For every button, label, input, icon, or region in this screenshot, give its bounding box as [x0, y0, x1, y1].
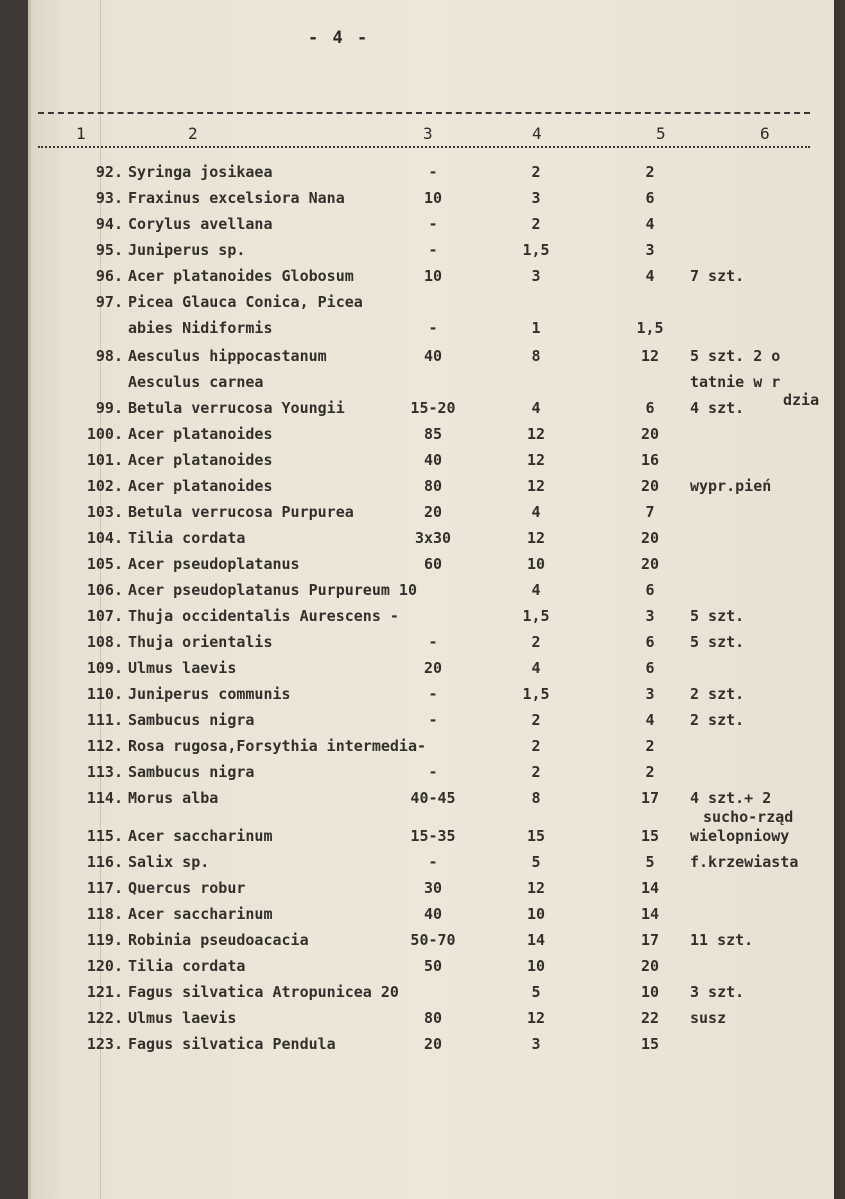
- remark-continuation: dzia: [783, 391, 820, 409]
- row-number: 96.: [95, 267, 123, 285]
- row-number: 102.: [86, 477, 123, 495]
- species-name: Quercus robur: [128, 879, 246, 897]
- table-row: [28, 529, 840, 553]
- cell-col-4: 5: [531, 983, 541, 1001]
- species-name: Acer platanoides: [128, 477, 273, 495]
- table-row: [28, 555, 840, 579]
- species-name: Fagus silvatica Atropunicea 20: [128, 983, 399, 1001]
- cell-col-5: 2: [645, 763, 655, 781]
- cell-col-5: 14: [640, 905, 660, 923]
- cell-col-5: 14: [640, 879, 660, 897]
- cell-col-3: 15-20: [410, 399, 456, 417]
- row-number: 112.: [86, 737, 123, 755]
- cell-col-5: 12: [640, 347, 660, 365]
- column-header-1: 1: [76, 124, 86, 143]
- cell-col-5: 4: [645, 267, 655, 285]
- species-name: Acer pseudoplatanus Purpureum 10: [128, 581, 417, 599]
- table-row: [28, 1009, 840, 1033]
- remarks: f.krzewiasta: [690, 853, 799, 871]
- species-name: Syringa josikaea: [128, 163, 273, 181]
- cell-col-4: 1,5: [522, 685, 550, 703]
- cell-col-3: 85: [423, 425, 443, 443]
- species-name: abies Nidiformis: [128, 319, 273, 337]
- cell-col-5: 3: [645, 685, 655, 703]
- species-name: Ulmus laevis: [128, 1009, 237, 1027]
- cell-col-5: 7: [645, 503, 655, 521]
- document-page: [28, 0, 840, 1199]
- remarks: 3 szt.: [690, 983, 745, 1001]
- cell-col-5: 2: [645, 737, 655, 755]
- row-number: 103.: [86, 503, 123, 521]
- cell-col-3: -: [428, 319, 438, 337]
- column-header-6: 6: [760, 124, 770, 143]
- table-row: [28, 659, 840, 683]
- cell-col-3: 60: [423, 555, 443, 573]
- table-row: [28, 425, 840, 449]
- table-row: [28, 267, 840, 291]
- cell-col-3: 20: [423, 659, 443, 677]
- remarks: 2 szt.: [690, 685, 745, 703]
- species-name: Sambucus nigra: [128, 763, 255, 781]
- cell-col-5: 15: [640, 827, 660, 845]
- table-row: [28, 685, 840, 709]
- cell-col-5: 15: [640, 1035, 660, 1053]
- cell-col-5: 3: [645, 607, 655, 625]
- cell-col-4: 12: [526, 425, 546, 443]
- cell-col-4: 10: [526, 555, 546, 573]
- cell-col-4: 8: [531, 347, 541, 365]
- species-name: Acer platanoides: [128, 451, 273, 469]
- cell-col-3: 3x30: [414, 529, 452, 547]
- cell-col-5: 20: [640, 957, 660, 975]
- species-name: Fagus silvatica Pendula: [128, 1035, 336, 1053]
- cell-col-5: 6: [645, 581, 655, 599]
- cell-col-4: 12: [526, 451, 546, 469]
- cell-col-5: 3: [645, 241, 655, 259]
- cell-col-3: -: [428, 763, 438, 781]
- page-number: - 4 -: [308, 28, 370, 48]
- row-number: 120.: [86, 957, 123, 975]
- row-number: 98.: [95, 347, 123, 365]
- table-row: [28, 373, 840, 397]
- cell-col-3: -: [428, 685, 438, 703]
- row-number: 107.: [86, 607, 123, 625]
- row-number: 100.: [86, 425, 123, 443]
- table-row: [28, 827, 840, 851]
- header-underline: [38, 146, 810, 148]
- cell-col-4: 4: [531, 581, 541, 599]
- cell-col-3: 20: [423, 503, 443, 521]
- cell-col-4: 4: [531, 503, 541, 521]
- table-row: [28, 319, 840, 343]
- row-number: 118.: [86, 905, 123, 923]
- cell-col-3: 50: [423, 957, 443, 975]
- cell-col-5: 1,5: [636, 319, 664, 337]
- cell-col-3: 50-70: [410, 931, 456, 949]
- species-name: Corylus avellana: [128, 215, 273, 233]
- remarks: 11 szt.: [690, 931, 754, 949]
- cell-col-4: 1: [531, 319, 541, 337]
- cell-col-4: 2: [531, 763, 541, 781]
- row-number: 93.: [95, 189, 123, 207]
- cell-col-3: 10: [423, 267, 443, 285]
- table-row: [28, 477, 840, 501]
- species-name: Betula verrucosa Purpurea: [128, 503, 354, 521]
- cell-col-5: 2: [645, 163, 655, 181]
- row-number: 99.: [95, 399, 123, 417]
- cell-col-5: 4: [645, 711, 655, 729]
- row-number: 95.: [95, 241, 123, 259]
- cell-col-4: 1,5: [522, 241, 550, 259]
- remarks: tatnie w r: [690, 373, 781, 391]
- cell-col-4: 5: [531, 853, 541, 871]
- species-name: Robinia pseudoacacia: [128, 931, 309, 949]
- cell-col-4: 10: [526, 905, 546, 923]
- cell-col-3: -: [428, 241, 438, 259]
- cell-col-3: 40: [423, 905, 443, 923]
- cell-col-3: 40: [423, 451, 443, 469]
- table-row: [28, 879, 840, 903]
- cell-col-5: 10: [640, 983, 660, 1001]
- table-row: [28, 163, 840, 187]
- table-row: [28, 451, 840, 475]
- species-name: Juniperus communis: [128, 685, 291, 703]
- table-row: [28, 503, 840, 527]
- table-row: [28, 983, 840, 1007]
- row-number: 116.: [86, 853, 123, 871]
- cell-col-4: 2: [531, 633, 541, 651]
- cell-col-3: -: [428, 711, 438, 729]
- column-header-2: 2: [188, 124, 198, 143]
- cell-col-5: 22: [640, 1009, 660, 1027]
- row-number: 111.: [86, 711, 123, 729]
- species-name: Sambucus nigra: [128, 711, 255, 729]
- remarks: wypr.pień: [690, 477, 772, 495]
- cell-col-5: 17: [640, 931, 660, 949]
- cell-col-3: -: [428, 163, 438, 181]
- cell-col-5: 6: [645, 399, 655, 417]
- table-row: [28, 293, 840, 317]
- remark-continuation: sucho-rząd: [703, 808, 794, 826]
- cell-col-4: 2: [531, 737, 541, 755]
- table-row: [28, 399, 840, 423]
- row-number: 123.: [86, 1035, 123, 1053]
- cell-col-4: 2: [531, 711, 541, 729]
- species-name: Tilia cordata: [128, 957, 246, 975]
- row-number: 97.: [95, 293, 123, 311]
- cell-col-5: 16: [640, 451, 660, 469]
- table-row: [28, 189, 840, 213]
- cell-col-3: 80: [423, 477, 443, 495]
- row-number: 109.: [86, 659, 123, 677]
- cell-col-4: 3: [531, 1035, 541, 1053]
- cell-col-4: 2: [531, 215, 541, 233]
- row-number: 117.: [86, 879, 123, 897]
- cell-col-5: 20: [640, 477, 660, 495]
- species-name: Tilia cordata: [128, 529, 246, 547]
- row-number: 114.: [86, 789, 123, 807]
- cell-col-4: 8: [531, 789, 541, 807]
- species-name: Aesculus hippocastanum: [128, 347, 327, 365]
- species-name: Acer saccharinum: [128, 905, 273, 923]
- cell-col-4: 3: [531, 189, 541, 207]
- species-name: Thuja occidentalis Aurescens -: [128, 607, 399, 625]
- cell-col-3: 40-45: [410, 789, 456, 807]
- species-name: Rosa rugosa,Forsythia intermedia-: [128, 737, 427, 755]
- remarks: 5 szt. 2 o: [690, 347, 781, 365]
- cell-col-4: 15: [526, 827, 546, 845]
- table-row: [28, 347, 840, 371]
- cell-col-3: 80: [423, 1009, 443, 1027]
- species-name: Juniperus sp.: [128, 241, 246, 259]
- table-row: [28, 737, 840, 761]
- remarks: 5 szt.: [690, 607, 745, 625]
- species-name: Fraxinus excelsiora Nana: [128, 189, 345, 207]
- row-number: 94.: [95, 215, 123, 233]
- row-number: 122.: [86, 1009, 123, 1027]
- column-header-4: 4: [532, 124, 542, 143]
- row-number: 113.: [86, 763, 123, 781]
- species-name: Aesculus carnea: [128, 373, 264, 391]
- remarks: wielopniowy: [690, 827, 790, 845]
- remarks: 4 szt.+ 2: [690, 789, 772, 807]
- remarks: 2 szt.: [690, 711, 745, 729]
- cell-col-5: 17: [640, 789, 660, 807]
- table-row: [28, 1035, 840, 1059]
- cell-col-4: 4: [531, 659, 541, 677]
- cell-col-4: 12: [526, 879, 546, 897]
- row-number: 115.: [86, 827, 123, 845]
- cell-col-4: 1,5: [522, 607, 550, 625]
- table-row: [28, 931, 840, 955]
- cell-col-4: 3: [531, 267, 541, 285]
- cell-col-3: -: [428, 853, 438, 871]
- row-number: 101.: [86, 451, 123, 469]
- cell-col-4: 14: [526, 931, 546, 949]
- remarks: 5 szt.: [690, 633, 745, 651]
- cell-col-3: -: [428, 633, 438, 651]
- cell-col-5: 6: [645, 659, 655, 677]
- cell-col-4: 4: [531, 399, 541, 417]
- cell-col-3: 10: [423, 189, 443, 207]
- row-number: 121.: [86, 983, 123, 1001]
- row-number: 105.: [86, 555, 123, 573]
- top-rule: [38, 112, 810, 114]
- table-row: [28, 607, 840, 631]
- row-number: 104.: [86, 529, 123, 547]
- cell-col-3: 30: [423, 879, 443, 897]
- cell-col-5: 20: [640, 555, 660, 573]
- row-number: 108.: [86, 633, 123, 651]
- table-row: [28, 215, 840, 239]
- table-row: [28, 763, 840, 787]
- cell-col-5: 6: [645, 633, 655, 651]
- species-name: Thuja orientalis: [128, 633, 273, 651]
- cell-col-5: 20: [640, 529, 660, 547]
- species-name: Acer pseudoplatanus: [128, 555, 300, 573]
- row-number: 92.: [95, 163, 123, 181]
- species-name: Ulmus laevis: [128, 659, 237, 677]
- row-number: 106.: [86, 581, 123, 599]
- cell-col-4: 10: [526, 957, 546, 975]
- cell-col-3: 40: [423, 347, 443, 365]
- species-name: Acer platanoides: [128, 425, 273, 443]
- row-number: 119.: [86, 931, 123, 949]
- column-header-5: 5: [656, 124, 666, 143]
- table-row: [28, 905, 840, 929]
- cell-col-4: 12: [526, 1009, 546, 1027]
- species-name: Salix sp.: [128, 853, 210, 871]
- remarks: 4 szt.: [690, 399, 745, 417]
- column-header-3: 3: [423, 124, 433, 143]
- remarks: susz: [690, 1009, 727, 1027]
- cell-col-5: 6: [645, 189, 655, 207]
- table-row: [28, 853, 840, 877]
- species-name: Betula verrucosa Youngii: [128, 399, 345, 417]
- cell-col-4: 2: [531, 163, 541, 181]
- table-row: [28, 957, 840, 981]
- cell-col-4: 12: [526, 529, 546, 547]
- table-row: [28, 711, 840, 735]
- cell-col-3: 15-35: [410, 827, 456, 845]
- table-row: [28, 633, 840, 657]
- table-row: [28, 241, 840, 265]
- species-name: Morus alba: [128, 789, 219, 807]
- cell-col-3: -: [428, 215, 438, 233]
- species-name: Picea Glauca Conica, Picea: [128, 293, 363, 311]
- cell-col-5: 5: [645, 853, 655, 871]
- cell-col-5: 4: [645, 215, 655, 233]
- table-row: [28, 581, 840, 605]
- cell-col-5: 20: [640, 425, 660, 443]
- cell-col-3: 20: [423, 1035, 443, 1053]
- cell-col-4: 12: [526, 477, 546, 495]
- species-name: Acer platanoides Globosum: [128, 267, 354, 285]
- remarks: 7 szt.: [690, 267, 745, 285]
- species-name: Acer saccharinum: [128, 827, 273, 845]
- row-number: 110.: [86, 685, 123, 703]
